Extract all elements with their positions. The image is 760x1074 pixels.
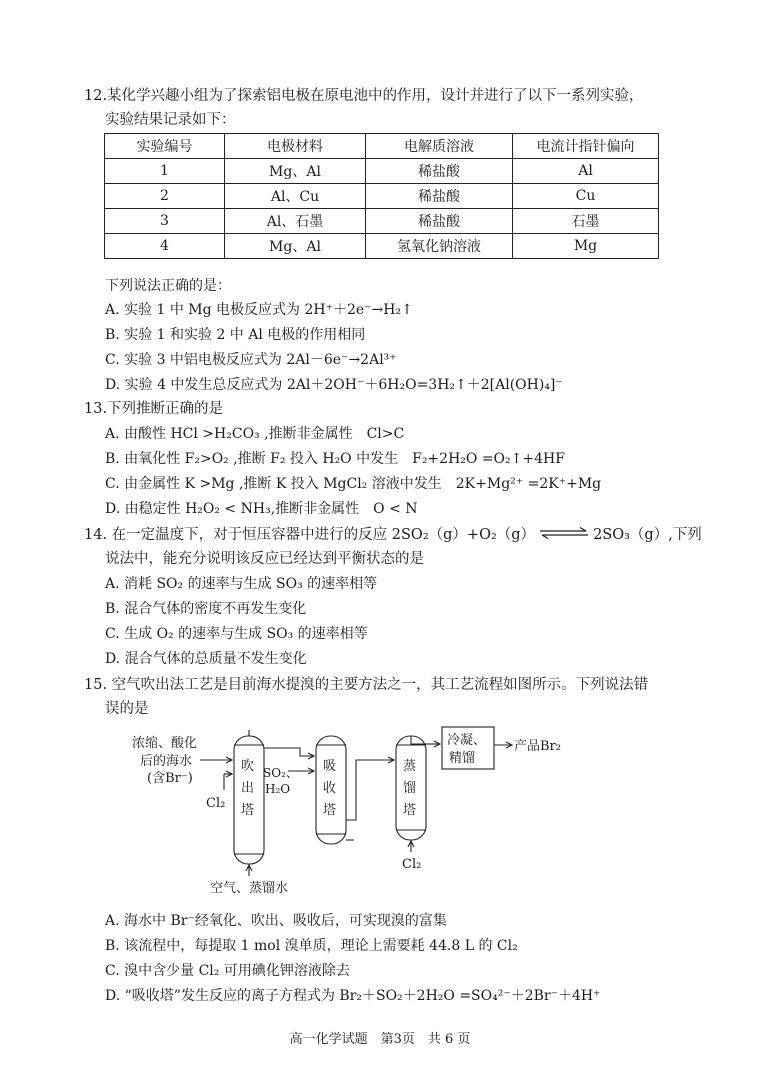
q12-option-a: A. 实验 1 中 Mg 电极反应式为 2H⁺＋2e⁻→H₂↑ — [105, 302, 413, 318]
q15-option-d: D. “吸收塔”发生反应的离子方程式为 Br₂＋SO₂＋2H₂O =SO₄²⁻＋2Br⁻＋4H⁺ — [105, 988, 601, 1004]
page-footer: 高一化学试题 第3页 共 6 页 — [289, 1032, 471, 1047]
tower1-char-1: 吹 — [241, 759, 255, 774]
product-label: 产品Br₂ — [514, 739, 561, 754]
table-cell: Mg、Al — [225, 159, 366, 184]
cl2-left-label: Cl₂ — [206, 796, 226, 811]
cl2-bottom-label: Cl₂ — [402, 857, 422, 872]
table-cell: 1 — [105, 159, 225, 184]
q15-option-c: C. 溴中含少量 Cl₂ 可用碘化钾溶液除去 — [105, 963, 350, 979]
q14-option-b: B. 混合气体的密度不再发生变化 — [105, 601, 307, 617]
feed-label-line2: 后的海水 — [140, 754, 193, 769]
table-cell: 稀盐酸 — [366, 209, 513, 234]
table-header-cell: 电流计指针偏向 — [513, 134, 659, 159]
q14-option-c: C. 生成 O₂ 的速率与生成 SO₃ 的速率相等 — [105, 626, 368, 642]
q13-option-b: B. 由氧化性 F₂>O₂ ,推断 F₂ 投入 H₂O 中发生 F₂+2H₂O =O₂↑+4HF — [105, 451, 565, 467]
tower3-char-3: 塔 — [403, 803, 417, 818]
condenser-label-line2: 精馏 — [449, 751, 476, 766]
tower1-char-2: 出 — [241, 781, 255, 796]
q14-option-d: D. 混合气体的总质量不发生变化 — [105, 651, 307, 667]
h2o-label: H₂O — [265, 782, 291, 796]
q14-stem-part2: 2SO₃（g）,下列 — [593, 527, 702, 543]
table-cell: Mg — [513, 234, 659, 259]
q14-option-a: A. 消耗 SO₂ 的速率与生成 SO₃ 的速率相等 — [105, 576, 378, 592]
table-header-cell: 电解质溶液 — [366, 134, 513, 159]
tower2-char-2: 收 — [323, 781, 337, 796]
table-cell: 3 — [105, 209, 225, 234]
table-header-cell: 电极材料 — [225, 134, 366, 159]
q15-stem-line2: 误的是 — [105, 701, 149, 717]
table-cell: 稀盐酸 — [366, 159, 513, 184]
q12-stem-line2: 实验结果记录如下： — [105, 112, 236, 128]
q13-option-a: A. 由酸性 HCl >H₂CO₃ ,推断非金属性 Cl>C — [105, 426, 405, 442]
q13-option-d: D. 由稳定性 H₂O₂ < NH₃,推断非金属性 O < N — [105, 501, 418, 517]
table-cell: Al — [513, 159, 659, 184]
q12-stem-line1: 12.某化学兴趣小组为了探索铝电极在原电池中的作用，设计并进行了以下一系列实验， — [84, 88, 644, 104]
q12-option-c: C. 实验 3 中铝电极反应式为 2Al－6e⁻→2Al³⁺ — [105, 352, 397, 368]
table-cell: Cu — [513, 184, 659, 209]
q15-option-a: A. 海水中 Br⁻经氧化、吹出、吸收后，可实现溴的富集 — [105, 913, 447, 929]
q15-option-b: B. 该流程中，每提取 1 mol 溴单质，理论上需要耗 44.8 L 的 Cl₂ — [105, 938, 518, 954]
tower2-char-1: 吸 — [323, 759, 337, 774]
table-cell: Al、石墨 — [225, 209, 366, 234]
condenser-label-line1: 冷凝、 — [447, 733, 487, 748]
feed-label-line1: 浓缩、酸化 — [132, 736, 198, 751]
table-cell: Al、Cu — [225, 184, 366, 209]
q15-stem-line1: 15. 空气吹出法工艺是目前海水提溴的主要方法之一，其工艺流程如图所示。下列说法错 — [84, 677, 649, 693]
tower3-char-2: 馏 — [403, 781, 417, 796]
tower1-char-3: 塔 — [241, 803, 255, 818]
q13-option-c: C. 由金属性 K >Mg ,推断 K 投入 MgCl₂ 溶液中发生 2K+Mg²⁺ =2K⁺+Mg — [105, 476, 602, 492]
q12-option-d: D. 实验 4 中发生总反应式为 2Al＋2OH⁻＋6H₂O=3H₂↑＋2[Al(OH)₄]⁻ — [105, 377, 563, 393]
table-cell: Mg、Al — [225, 234, 366, 259]
q14-stem-part1: 14. 在一定温度下，对于恒压容器中进行的反应 2SO₂（g）+O₂（g） — [84, 527, 536, 543]
table-cell: 2 — [105, 184, 225, 209]
q13-stem: 13.下列推断正确的是 — [84, 401, 224, 417]
tower3-char-1: 蒸 — [403, 759, 417, 774]
table-cell: 氢氧化钠溶液 — [366, 234, 513, 259]
q14-stem-line2: 说法中，能充分说明该反应已经达到平衡状态的是 — [105, 551, 424, 567]
bottom-inlet-label: 空气、蒸馏水 — [210, 881, 289, 896]
feed-label-line3: (含Br⁻) — [147, 771, 193, 786]
q12-prompt: 下列说法正确的是： — [105, 278, 231, 294]
table-cell: 稀盐酸 — [366, 184, 513, 209]
so2-label: SO₂、 — [263, 766, 298, 780]
table-header-cell: 实验编号 — [105, 134, 225, 159]
q12-option-b: B. 实验 1 和实验 2 中 Al 电极的作用相同 — [105, 327, 366, 343]
table-cell: 石墨 — [513, 209, 659, 234]
tower2-char-3: 塔 — [323, 803, 337, 818]
table-cell: 4 — [105, 234, 225, 259]
